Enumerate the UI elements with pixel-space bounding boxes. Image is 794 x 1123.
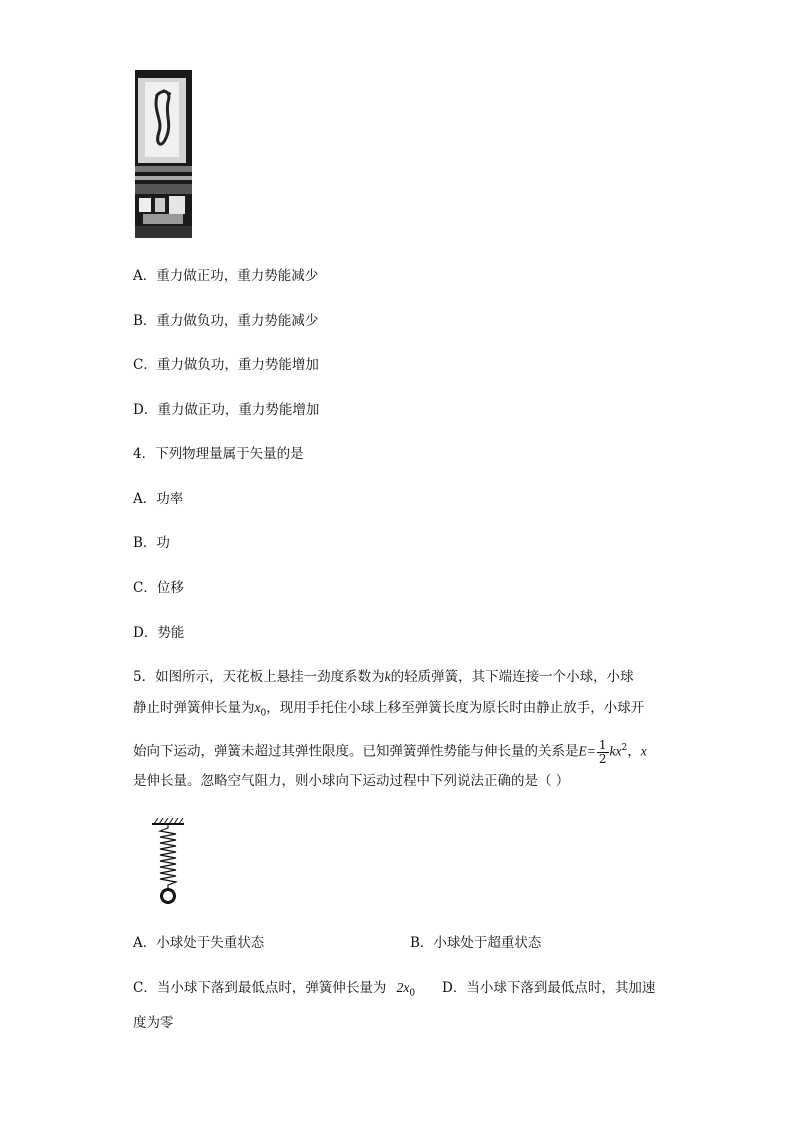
fraction-numerator: 1 (598, 737, 607, 752)
option-label: A． (133, 491, 157, 507)
option-b[interactable] (410, 933, 541, 953)
option-a[interactable] (133, 933, 264, 953)
stem-text: 始向下运动，弹簧未超过其弹性限度。已知弹簧弹性势能与伸长量的关系是 (133, 743, 579, 760)
option-label: D． (133, 402, 158, 418)
stem-text: 是伸长量。忽略空气阻力，则小球向下运动过程中下列说法正确的是（ ） (133, 773, 570, 789)
question-stem-line-4 (133, 771, 569, 791)
option-text: 势能 (157, 625, 185, 641)
question-stem-line-3 (133, 728, 647, 772)
fraction (597, 739, 609, 766)
option-label: B． (133, 535, 157, 551)
option-d[interactable] (133, 400, 319, 420)
stem-text: 静止时弹簧伸长量为 (133, 700, 255, 716)
question-stem-line-2 (133, 698, 644, 724)
option-b[interactable] (133, 533, 170, 553)
option-label: C． (133, 580, 157, 596)
option-label: D． (133, 625, 158, 641)
math-k: k (384, 669, 391, 684)
spring-diagram (148, 818, 188, 908)
option-text: 功率 (156, 491, 184, 507)
photo-figure (135, 70, 192, 238)
option-text: 小球处于超重状态 (433, 935, 542, 951)
math-x: x (640, 743, 647, 759)
option-text: 当小球下落到最低点时，弹簧伸长量为 (156, 980, 387, 996)
option-d-continuation: 度为零 (133, 1015, 174, 1031)
option-c[interactable] (133, 355, 319, 375)
option-label: B． (410, 935, 434, 951)
option-label: C． (133, 357, 157, 373)
option-text: 功 (156, 535, 170, 551)
option-c[interactable] (133, 578, 184, 598)
option-text: 重力做负功，重力势能减少 (156, 313, 319, 329)
math-subscript: 0 (260, 708, 267, 719)
option-label: C． (133, 980, 157, 996)
option-label: A． (133, 268, 157, 284)
option-text: 重力做正功，重力势能减少 (156, 268, 319, 284)
option-text: 小球处于失重状态 (156, 935, 265, 951)
option-text: 重力做负功，重力势能增加 (156, 357, 319, 373)
stem-text: ，现用手托住小球上移至弹簧长度为原长时由静止放手，小球开 (266, 700, 645, 716)
option-text: 位移 (156, 580, 184, 596)
option-text: 当小球下落到最低点时，其加速 (466, 980, 656, 996)
question-stem-line-1 (133, 667, 634, 687)
stem-text: 的轻质弹簧，其下端连接一个小球，小球 (390, 669, 634, 685)
option-label: A． (133, 935, 157, 951)
math-x: x (254, 700, 261, 715)
option-a[interactable] (133, 489, 183, 509)
formula-lhs: E= (578, 743, 596, 759)
option-label: B． (133, 313, 157, 329)
option-d[interactable] (133, 623, 184, 643)
stem-text: 5．如图所示，天花板上悬挂一劲度系数为 (133, 669, 385, 685)
option-d[interactable] (442, 978, 655, 998)
math-subscript: 0 (409, 988, 416, 999)
option-a[interactable] (133, 266, 318, 286)
math-superscript: 2 (621, 743, 628, 753)
option-c-value: 2x (396, 980, 410, 995)
option-text: 重力做正功，重力势能增加 (157, 402, 320, 418)
fraction-denominator: 2 (598, 751, 607, 766)
formula-rhs: kx (609, 743, 622, 759)
option-label: D． (442, 980, 467, 996)
option-c[interactable] (133, 978, 415, 1004)
question-stem: 4．下列物理量属于矢量的是 (133, 446, 304, 462)
stem-text: ， (627, 743, 641, 760)
option-b[interactable] (133, 311, 318, 331)
